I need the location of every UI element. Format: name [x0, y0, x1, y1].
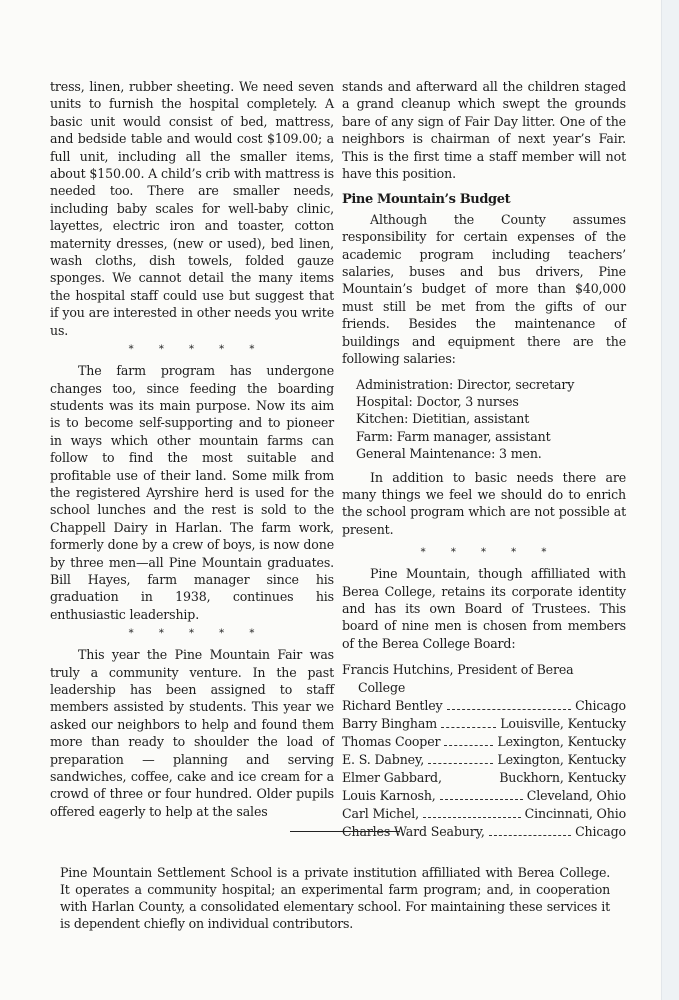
left-column — [50, 78, 334, 820]
salary-item: Farm: Farm manager, assistant — [356, 428, 551, 444]
board-member-location: Cleveland, Ohio — [526, 788, 626, 804]
salary-item: Administration: Director, secretary — [356, 376, 575, 392]
dot-leader — [428, 751, 493, 764]
farm-program-paragraph: The farm program has undergone changes too, since feeding the boarding students was its main purpose. Now its aim is to become self-supporting and to pioneer in ways which other mountain farms can follow to find the most suitable and profitable use of their land. Some milk from the registered Ayrshire herd is used for the school lunches and the rest is sold to the Chappell Dairy in Harlan. The farm work, formerly done by a crew of boys, is now done by three men—all Pine Mountain graduates. Bill Hayes, farm manager since his graduation in 1938, continues his enthusiastic leadership. — [50, 363, 334, 622]
board-member — [342, 697, 626, 715]
hospital-needs-paragraph: tress, linen, rubber sheeting. We need seven units to furnish the hospital completely. A basic unit would consist of bed, mattress, and bedside table and would cost $109.00; a full unit, including all the smaller items, about $150.00. A child’s crib with mattress is needed too. There are smaller needs, including baby scales for well-baby clinic, layettes, electric iron and toaster, cotton maternity dresses, (new or used), bed linen, wash cloths, dish towels, folded gauze sponges. We cannot detail the many items the hospital staff could use but suggest that if you are interested in other needs you write us. — [50, 79, 334, 338]
board-member-location: Chicago — [575, 698, 626, 714]
fair-continued-paragraph: stands and afterward all the children staged a grand cleanup which swept the grounds bare of any sign of Fair Day litter. One of the neighbors is chairman of next year’s Fair. This is the first time a staff member will not have this position. — [342, 79, 626, 182]
dot-leader — [423, 805, 521, 818]
board-member-name: Richard Bentley — [342, 698, 443, 714]
board-member-location: Chicago — [575, 824, 626, 840]
enrichment-paragraph: In addition to basic needs there are many things we feel we should do to enrich the school program which are not possible at present. — [342, 469, 626, 537]
footer-paragraph: Pine Mountain Settlement School is a private institution affilliated with Berea College. It operates a community hospital; an experimental farm program; and, in cooperation with Harlan County, a consolidated elementary school. For maintaining these services it is dependent chiefly on individual contributors. — [60, 864, 610, 931]
budget-heading: Pine Mountain’s Budget — [342, 192, 511, 208]
dot-leader — [447, 697, 572, 710]
board-member-location: Cincinnati, Ohio — [524, 806, 626, 822]
board-member-name: Thomas Cooper — [342, 734, 441, 750]
board-member-location: Buckhorn, Kentucky — [499, 770, 626, 786]
board-member-name: Barry Bingham — [342, 716, 437, 732]
board-member — [342, 823, 626, 841]
board-member-location: Lexington, Kentucky — [497, 752, 626, 768]
board-member-continued — [342, 679, 626, 697]
board-member-name: Charles Ward Seabury, — [342, 824, 485, 840]
budget-paragraph: Although the County assumes responsibility for certain expenses of the academic program including teachers’ salaries, buses and bus drivers, Pine Mountain’s budget of more than $40,000 must still be met from the gifts of our friends. Besides the maintenance of buildings and equipment there are the following salaries: — [342, 211, 626, 367]
page-edge — [661, 0, 679, 1000]
board-member — [342, 715, 626, 733]
section-separator: * * * * * — [420, 547, 558, 559]
salary-item: Hospital: Doctor, 3 nurses — [356, 393, 519, 409]
board-member-location: Lexington, Kentucky — [497, 734, 626, 750]
board-member-name: Francis Hutchins, President of Berea — [342, 662, 574, 678]
board-member-name: Elmer Gabbard, — [342, 770, 442, 786]
dot-leader — [440, 787, 523, 800]
board-member-name: Louis Karnosh, — [342, 788, 436, 804]
section-separator: * * * * * — [128, 628, 266, 640]
board-member — [342, 805, 626, 823]
board-member — [342, 733, 626, 751]
board-member — [342, 787, 626, 805]
right-column — [342, 78, 626, 841]
dot-leader — [489, 823, 571, 836]
salary-item: Kitchen: Dietitian, assistant — [356, 411, 530, 427]
board-member-name: Carl Michel, — [342, 806, 419, 822]
salaries-list — [356, 376, 626, 463]
board-member — [342, 751, 626, 769]
dot-leader — [441, 715, 496, 728]
board-member-name: E. S. Dabney, — [342, 752, 425, 768]
dot-leader — [444, 733, 493, 746]
board-member — [342, 769, 626, 787]
board-member-title: College — [358, 680, 406, 696]
board-intro-paragraph: Pine Mountain, though affilliated with Berea College, retains its corporate identity and has its own Board of Trustees. This board of nine men is chosen from members of the Berea College Board: — [342, 566, 626, 651]
board-member-location: Louisville, Kentucky — [500, 716, 626, 732]
section-separator: * * * * * — [128, 344, 266, 356]
board-list — [342, 661, 626, 841]
salary-item: General Maintenance: 3 men. — [356, 446, 542, 462]
horizontal-rule — [290, 831, 400, 832]
fair-paragraph: This year the Pine Mountain Fair was truly a community venture. In the past leadership has been assigned to staff members assisted by students. This year we asked our neighbors to help and found them more than ready to shoulder the load of preparation — planning and serving sandwiches, coffee, cake and ice cream for a crowd of three or four hundred. Older pupils offered eagerly to help at the sales — [50, 647, 334, 819]
board-member — [342, 661, 626, 679]
